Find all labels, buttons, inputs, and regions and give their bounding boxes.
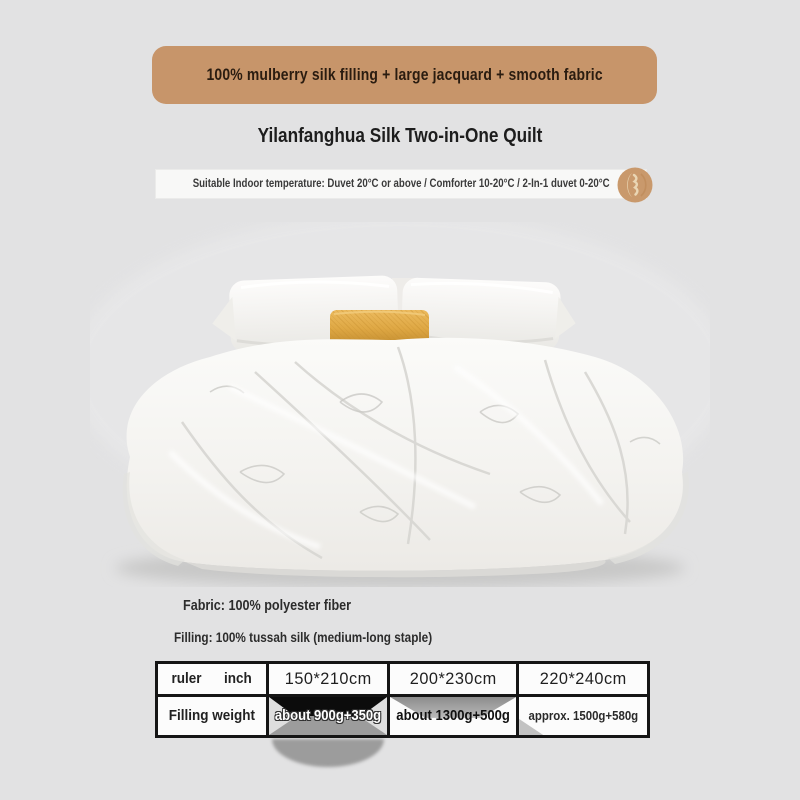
size-200x230: 200*230cm: [389, 663, 518, 696]
size-table: [155, 661, 650, 738]
weight-200: about 1300g+500g: [389, 696, 518, 737]
shadow-blob: [272, 739, 384, 767]
fabric-spec: Fabric: 100% polyester fiber: [183, 597, 352, 614]
banner-text: 100% mulberry silk filling + large jacquard + smooth fabric: [206, 65, 603, 84]
temperature-text: Suitable Indoor temperature: Duvet 20°C or above / Comforter 10-20°C / 2-In-1 duvet 0-20°C: [192, 178, 610, 190]
moon-icon: [616, 166, 654, 204]
table-row-weights: [157, 696, 649, 737]
product-title: Yilanfanghua Silk Two-in-One Quilt: [257, 125, 543, 147]
silk-quilt: [123, 338, 689, 577]
size-220x240: 220*240cm: [518, 663, 649, 696]
table-row-sizes: [157, 663, 649, 696]
filling-spec: Filling: 100% tussah silk (medium-long staple): [174, 629, 433, 645]
ruler-inch-header: ruler inch: [157, 663, 268, 696]
weight-220: approx. 1500g+580g: [518, 696, 649, 737]
product-photo: [90, 222, 710, 587]
temperature-bar: [155, 169, 647, 199]
weight-150: about 900g+350g: [268, 696, 389, 737]
filling-weight-header: Filling weight: [157, 696, 268, 737]
top-banner: [152, 46, 657, 104]
size-150x210: 150*210cm: [268, 663, 389, 696]
